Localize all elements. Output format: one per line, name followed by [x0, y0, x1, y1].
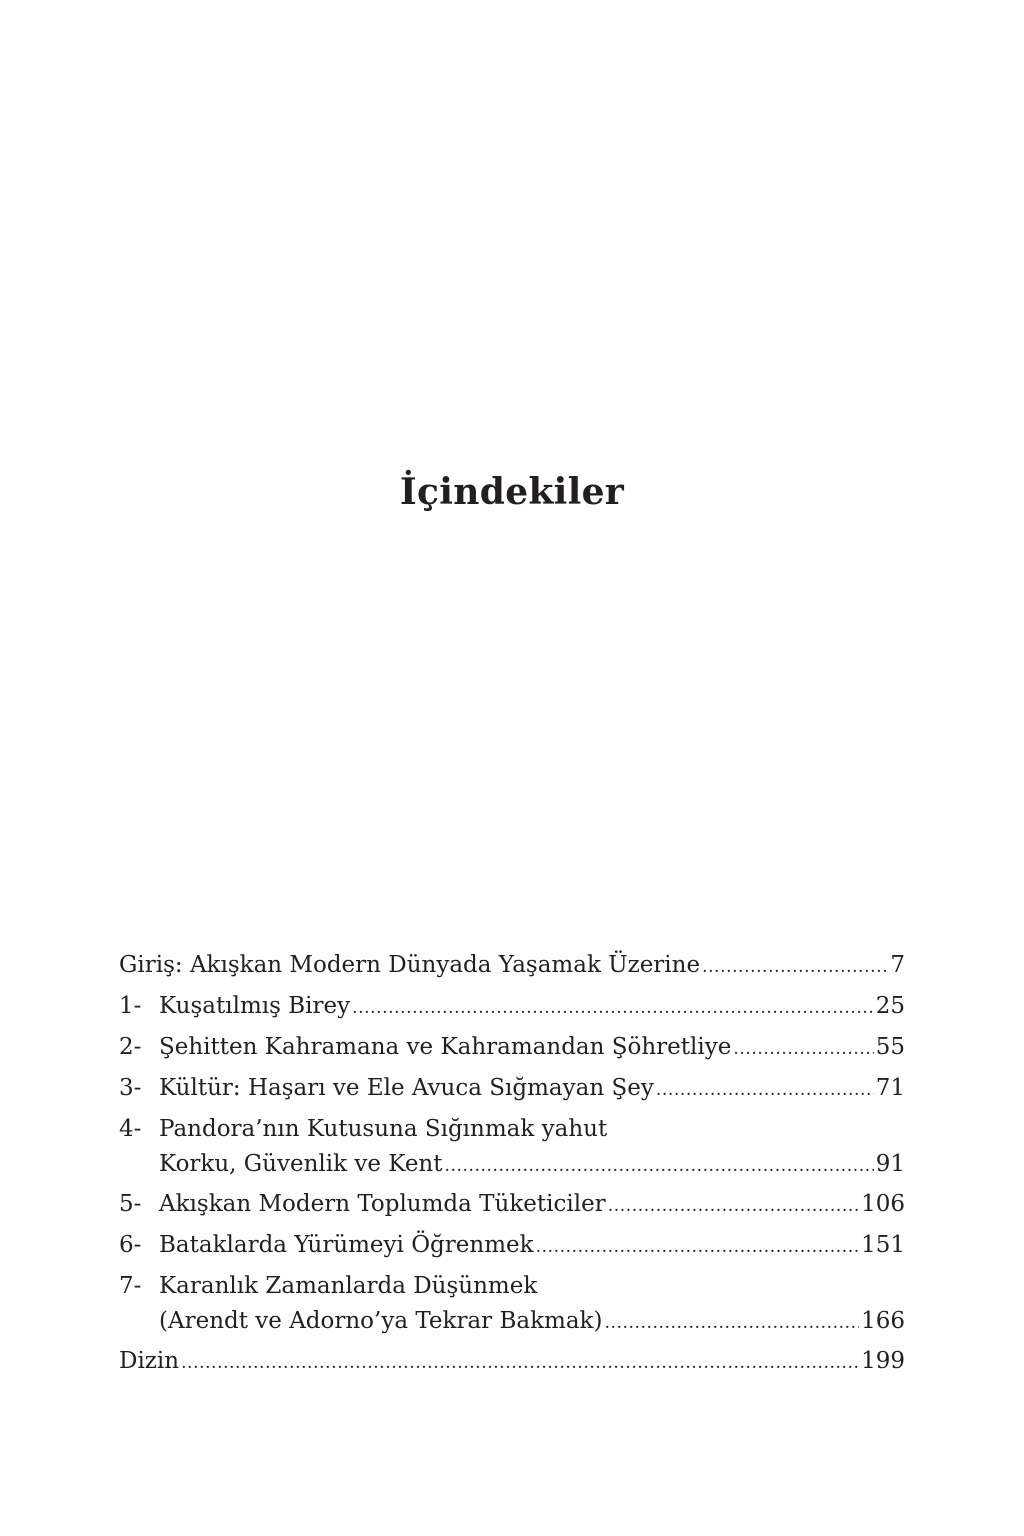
chapter-number: 7-	[119, 1273, 142, 1299]
dot-leader	[656, 1073, 874, 1107]
toc-entry-intro[interactable]	[119, 948, 905, 989]
toc-page-number: 91	[875, 1151, 905, 1177]
dot-leader	[733, 1032, 873, 1066]
chapter-number: 1-	[119, 993, 142, 1019]
chapter-number: 5-	[119, 1191, 142, 1217]
toc-entry-chapter-4[interactable]	[119, 1112, 905, 1187]
toc-entry-title: Kuşatılmış Birey	[159, 993, 351, 1019]
table-of-contents	[119, 948, 905, 1385]
dot-leader	[352, 991, 874, 1025]
toc-line	[119, 1269, 905, 1304]
toc-entry-chapter-2[interactable]	[119, 1030, 905, 1071]
toc-line	[119, 989, 905, 1023]
dot-leader	[702, 950, 888, 984]
toc-line	[119, 1187, 905, 1221]
toc-entry-chapter-6[interactable]	[119, 1228, 905, 1269]
toc-entry-title: Dizin	[119, 1348, 180, 1374]
toc-line	[119, 948, 905, 982]
chapter-number: 2-	[119, 1034, 142, 1060]
dot-leader	[608, 1189, 859, 1223]
chapter-number: 4-	[119, 1116, 142, 1142]
toc-page-number: 166	[861, 1308, 905, 1334]
toc-page-number: 106	[861, 1191, 905, 1217]
dot-leader	[536, 1230, 860, 1264]
toc-entry-subtitle: Korku, Güvenlik ve Kent	[159, 1151, 443, 1177]
page-title: İçindekiler	[399, 471, 625, 514]
toc-line	[119, 1304, 905, 1338]
toc-entry-title: Karanlık Zamanlarda Düşünmek	[159, 1273, 538, 1299]
toc-line	[119, 1030, 905, 1064]
toc-entry-chapter-5[interactable]	[119, 1187, 905, 1228]
dot-leader	[445, 1149, 874, 1183]
toc-entry-subtitle: (Arendt ve Adorno’ya Tekrar Bakmak)	[159, 1308, 603, 1334]
toc-page-number: 71	[875, 1075, 905, 1101]
toc-page-number: 25	[875, 993, 905, 1019]
toc-page-number: 199	[861, 1348, 905, 1374]
toc-line	[119, 1344, 905, 1378]
toc-entry-chapter-1[interactable]	[119, 989, 905, 1030]
toc-entry-index[interactable]	[119, 1344, 905, 1385]
toc-entry-title: Akışkan Modern Toplumda Tüketiciler	[159, 1191, 606, 1217]
chapter-number: 3-	[119, 1075, 142, 1101]
toc-page-number: 151	[861, 1232, 905, 1258]
toc-entry-title: Pandora’nın Kutusuna Sığınmak yahut	[159, 1116, 608, 1142]
toc-entry-title: Bataklarda Yürümeyi Öğrenmek	[159, 1232, 534, 1258]
toc-entry-title: Kültür: Haşarı ve Ele Avuca Sığmayan Şey	[159, 1075, 654, 1101]
dot-leader	[604, 1306, 859, 1340]
toc-entry-chapter-3[interactable]	[119, 1071, 905, 1112]
toc-line	[119, 1228, 905, 1262]
toc-line	[119, 1071, 905, 1105]
toc-entry-title: Şehitten Kahramana ve Kahramandan Şöhretliye	[159, 1034, 732, 1060]
toc-entry-chapter-7[interactable]	[119, 1269, 905, 1344]
dot-leader	[181, 1346, 859, 1380]
chapter-number: 6-	[119, 1232, 142, 1258]
toc-entry-title: Giriş: Akışkan Modern Dünyada Yaşamak Üzerine	[119, 952, 701, 978]
toc-page-number: 7	[890, 952, 905, 978]
toc-line	[119, 1147, 905, 1181]
toc-line	[119, 1112, 905, 1147]
toc-page-number: 55	[875, 1034, 905, 1060]
